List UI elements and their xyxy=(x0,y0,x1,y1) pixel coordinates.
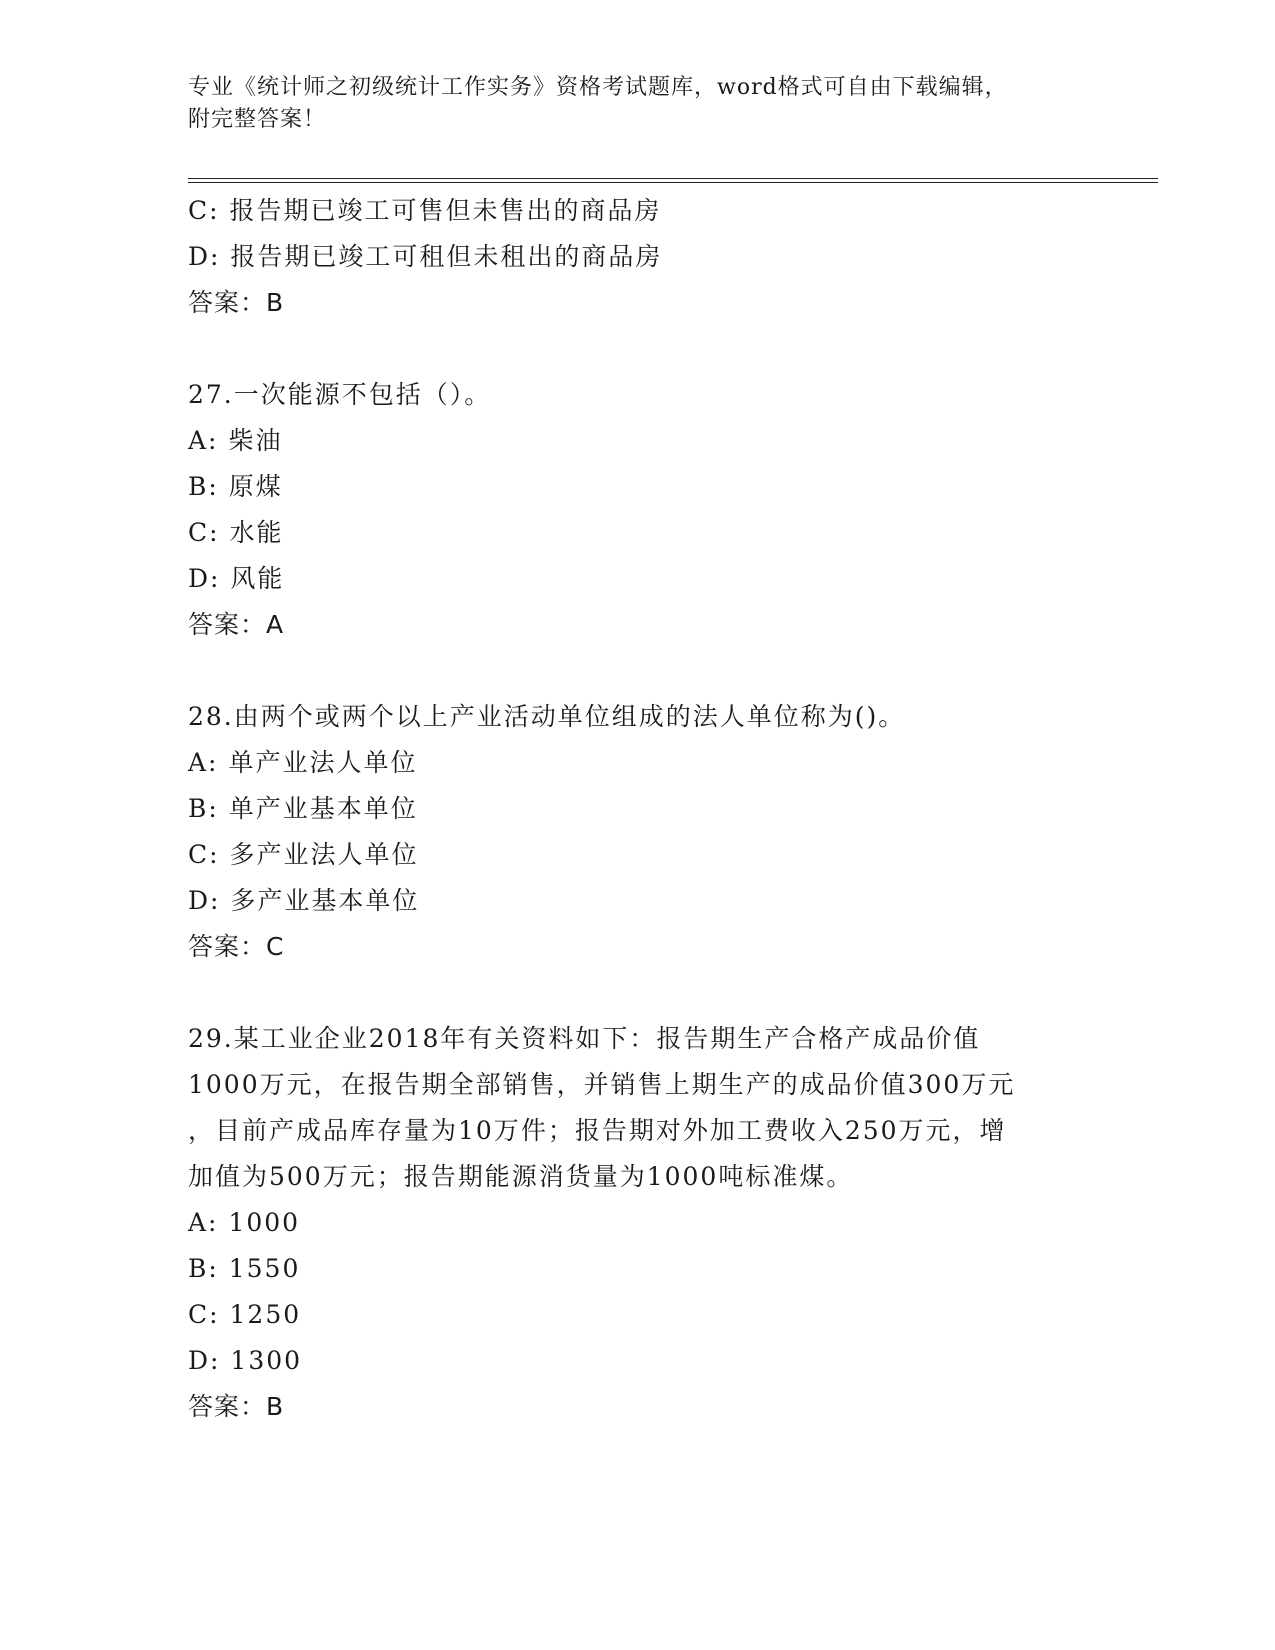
option-label: C: xyxy=(188,1300,220,1329)
header-line-2: 附完整答案！ xyxy=(188,107,327,132)
option-c xyxy=(188,1292,1088,1338)
option-c xyxy=(188,188,1088,234)
option-label: B: xyxy=(188,1254,219,1283)
option-d xyxy=(188,556,1088,602)
answer-line: 答案：A xyxy=(188,610,285,639)
answer-line: 答案：B xyxy=(188,288,285,317)
question-27 xyxy=(188,372,1088,648)
option-b xyxy=(188,464,1088,510)
option-label: D: xyxy=(188,242,221,271)
option-text: 1300 xyxy=(230,1346,303,1375)
question-stem-line-1: 29.某工业企业2018年有关资料如下：报告期生产合格产成品价值 xyxy=(188,1024,981,1053)
option-text: 1250 xyxy=(229,1300,302,1329)
option-text: 多产业法人单位 xyxy=(229,840,419,869)
question-stem: 27.一次能源不包括（）。 xyxy=(188,380,492,409)
option-text: 1550 xyxy=(228,1254,301,1283)
option-text: 水能 xyxy=(229,518,284,547)
option-text: 原煤 xyxy=(228,472,283,501)
question-content xyxy=(188,188,1088,1430)
document-header xyxy=(188,72,1088,136)
question-29 xyxy=(188,1016,1088,1430)
option-d xyxy=(188,1338,1088,1384)
option-text: 多产业基本单位 xyxy=(230,886,420,915)
option-a xyxy=(188,1200,1088,1246)
option-label: A: xyxy=(188,426,219,455)
answer-line: 答案：C xyxy=(188,932,285,961)
option-label: C: xyxy=(188,196,220,225)
question-stem-line-2: 1000万元，在报告期全部销售，并销售上期生产的成品价值300万元 xyxy=(188,1070,1016,1099)
option-c xyxy=(188,510,1088,556)
option-text: 单产业法人单位 xyxy=(228,748,418,777)
header-line-1: 专业《统计师之初级统计工作实务》资格考试题库，word格式可自由下载编辑， xyxy=(188,75,1008,100)
header-rule-top xyxy=(188,178,1158,179)
question-stem-line-3: ，目前产成品库存量为10万件；报告期对外加工费收入250万元，增 xyxy=(188,1116,1007,1145)
option-a xyxy=(188,418,1088,464)
option-a xyxy=(188,740,1088,786)
option-text: 单产业基本单位 xyxy=(228,794,418,823)
spacer xyxy=(188,970,1088,1016)
header-rule-bottom xyxy=(188,182,1158,183)
option-label: C: xyxy=(188,518,220,547)
option-text: 报告期已竣工可租但未租出的商品房 xyxy=(230,242,663,271)
answer-line: 答案：B xyxy=(188,1392,285,1421)
option-label: D: xyxy=(188,886,221,915)
option-label: A: xyxy=(188,1208,219,1237)
option-text: 风能 xyxy=(230,564,285,593)
option-b xyxy=(188,1246,1088,1292)
option-label: A: xyxy=(188,748,219,777)
option-d xyxy=(188,878,1088,924)
option-b xyxy=(188,786,1088,832)
option-text: 1000 xyxy=(228,1208,301,1237)
option-label: B: xyxy=(188,472,219,501)
question-stem-line-4: 加值为500万元；报告期能源消货量为1000吨标准煤。 xyxy=(188,1162,854,1191)
question-28 xyxy=(188,694,1088,970)
spacer xyxy=(188,326,1088,372)
option-label: D: xyxy=(188,1346,221,1375)
question-stem: 28.由两个或两个以上产业活动单位组成的法人单位称为()。 xyxy=(188,702,906,731)
option-c xyxy=(188,832,1088,878)
option-label: D: xyxy=(188,564,221,593)
option-label: C: xyxy=(188,840,220,869)
option-text: 柴油 xyxy=(228,426,283,455)
spacer xyxy=(188,648,1088,694)
option-text: 报告期已竣工可售但未售出的商品房 xyxy=(229,196,662,225)
prev-question-tail xyxy=(188,188,1088,326)
option-label: B: xyxy=(188,794,219,823)
option-d xyxy=(188,234,1088,280)
